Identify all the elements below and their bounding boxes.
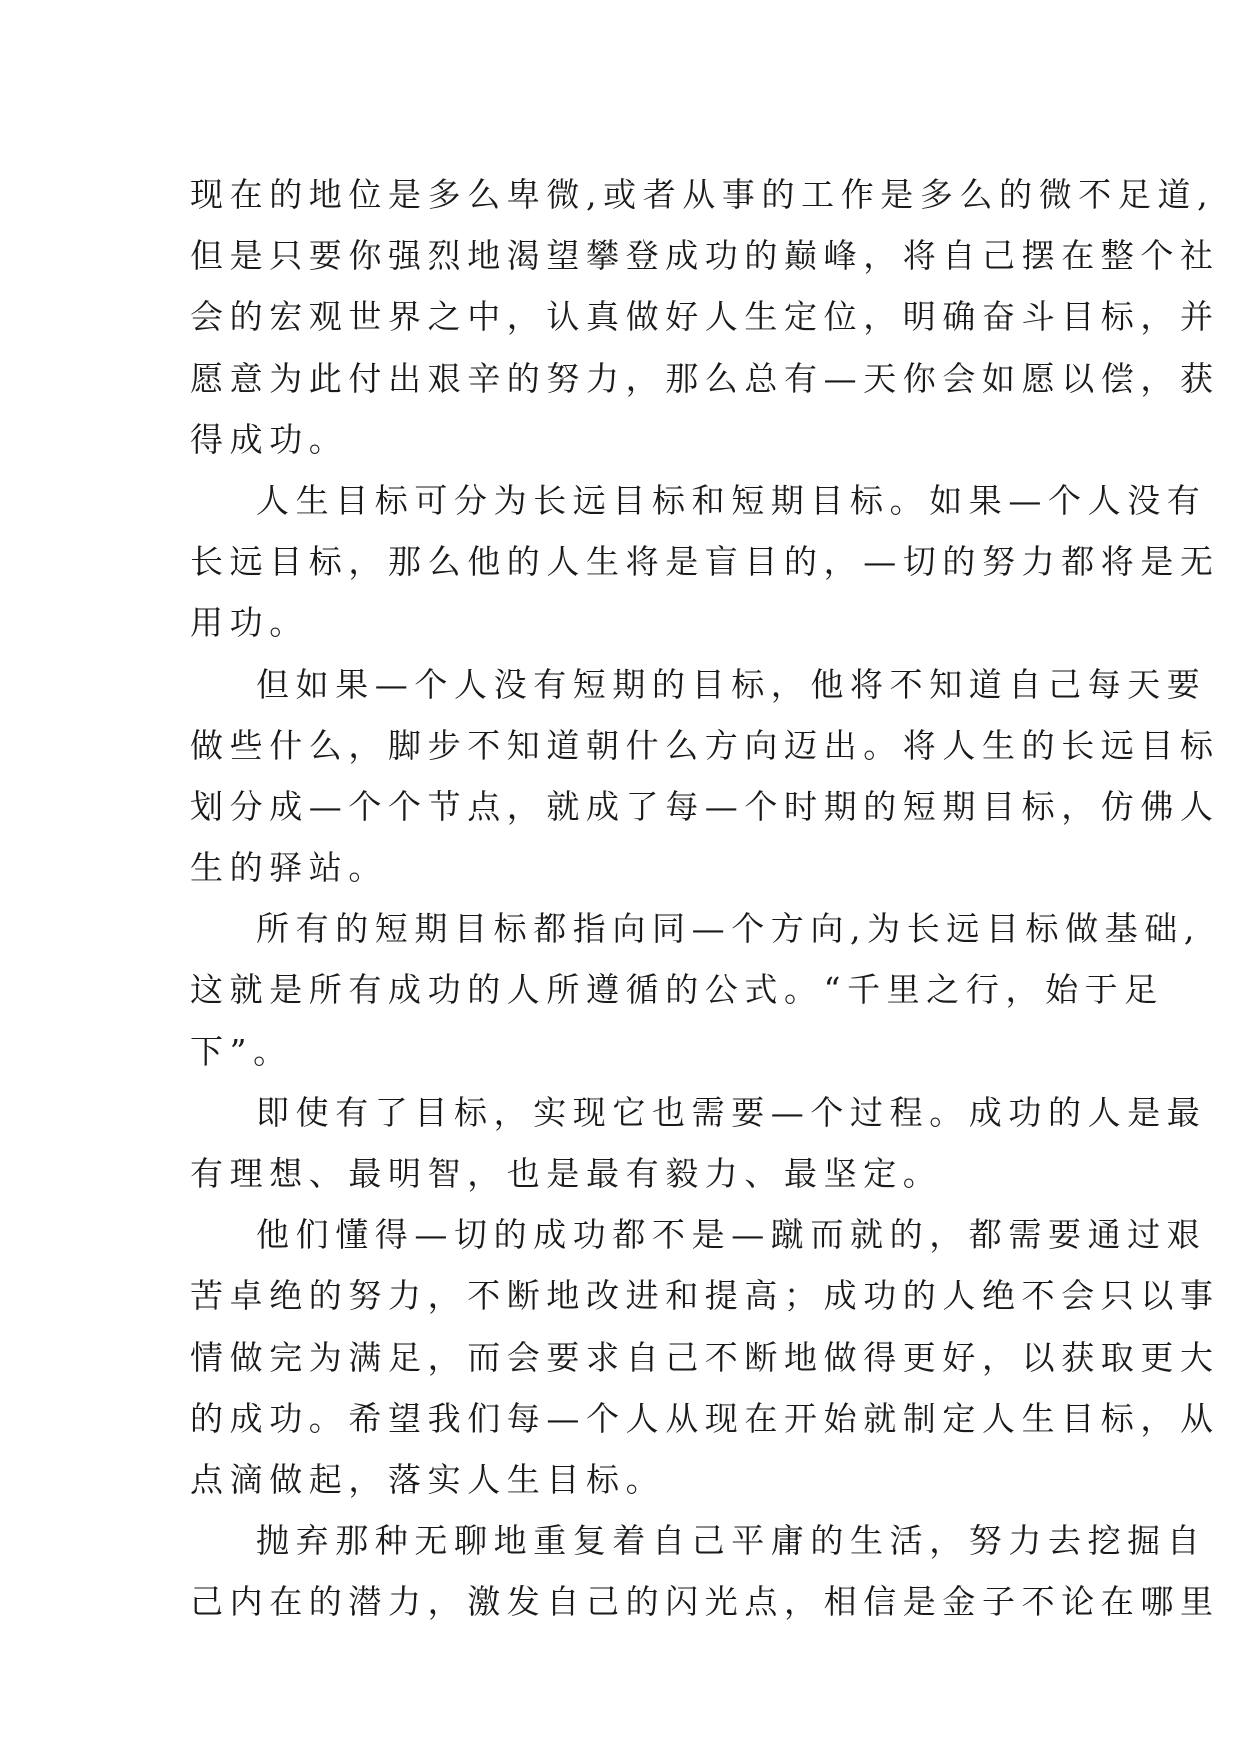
text-line: 现在的地位是多么卑微,或者从事的工作是多么的微不足道, [190, 175, 1215, 214]
text-line: 得成功。 [190, 419, 349, 459]
paragraph-first-line: 抛弃那种无聊地重复着自己平庸的生活，努力去挖掘自 [256, 1521, 1207, 1561]
text-line: 点滴做起，落实人生目标。 [190, 1459, 666, 1499]
paragraph-first-line: 人生目标可分为长远目标和短期目标。如果—个人没有 [256, 480, 1207, 520]
paragraph-first-line: 他们懂得—切的成功都不是—蹴而就的，都需要通过艰 [256, 1215, 1207, 1255]
text-line: 用功。 [190, 603, 309, 643]
paragraph-first-line: 但如果—个人没有短期的目标，他将不知道自己每天要 [256, 664, 1207, 704]
text-line: 生的驿站。 [190, 848, 388, 888]
paragraph-first-line: 所有的短期目标都指向同—个方向,为长远目标做基础, [256, 909, 1201, 949]
text-line: 做些什么，脚步不知道朝什么方向迈出。将人生的长远目标 [190, 725, 1220, 765]
text-line: 情做完为满足，而会要求自己不断地做得更好，以获取更大 [190, 1337, 1220, 1377]
text-line: 长远目标，那么他的人生将是盲目的，—切的努力都将是无 [190, 542, 1220, 582]
text-line: 划分成—个个节点，就成了每—个时期的短期目标，仿佛人 [190, 786, 1220, 826]
text-line: 愿意为此付出艰辛的努力，那么总有—天你会如愿以偿，获 [190, 358, 1220, 398]
text-line: 下”。 [190, 1031, 293, 1071]
body-text [190, 164, 1220, 1633]
text-line: 己内在的潜力，激发自己的闪光点，相信是金子不论在哪里 [190, 1582, 1220, 1622]
paragraph-first-line: 即使有了目标，实现它也需要—个过程。成功的人是最 [256, 1092, 1207, 1132]
text-line: 的成功。希望我们每—个人从现在开始就制定人生目标，从 [190, 1398, 1220, 1438]
text-line: 有理想、最明智，也是最有毅力、最坚定。 [190, 1154, 943, 1193]
text-line: 但是只要你强烈地渴望攀登成功的巅峰，将自己摆在整个社 [190, 236, 1220, 276]
text-line: 会的宏观世界之中，认真做好人生定位，明确奋斗目标，并 [190, 297, 1220, 337]
text-line: 这就是所有成功的人所遵循的公式。“千里之行，始于足 [190, 970, 1164, 1010]
text-line: 苦卓绝的努力，不断地改进和提高；成功的人绝不会只以事 [190, 1276, 1220, 1316]
